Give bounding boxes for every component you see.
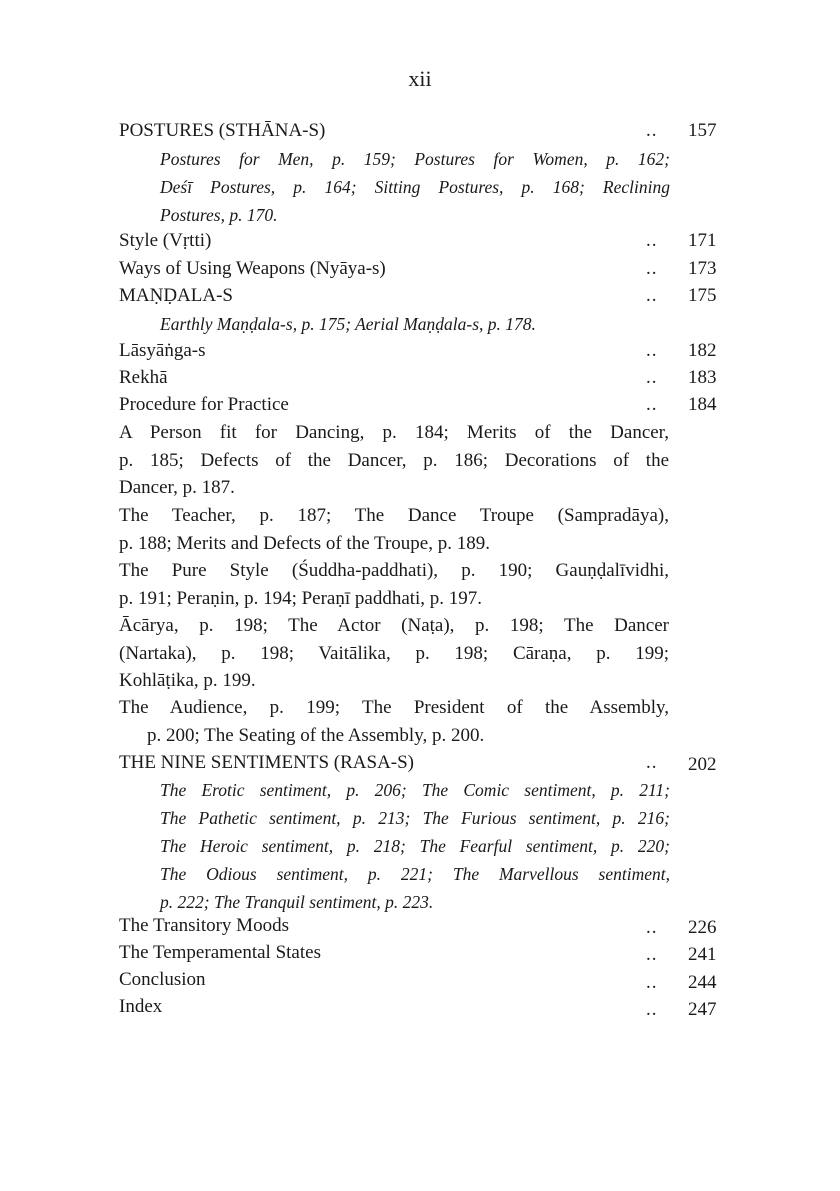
practice-paragraph — [119, 557, 669, 612]
toc-page-number: 247 — [688, 999, 717, 1020]
paragraph-line: The Pure Style (Śuddha-paddhati), p. 190; Gauṇḍalīvidhi, — [119, 560, 669, 581]
toc-page-number: 157 — [688, 120, 717, 141]
toc-entry-weapons: Ways of Using Weapons (Nyāya-s) — [119, 258, 386, 279]
paragraph-line: p. 188; Merits and Defects of the Troupe, p. 189. — [119, 532, 490, 554]
paragraph-line: (Nartaka), p. 198; Vaitālika, p. 198; Cāraṇa, p. 199; — [119, 642, 669, 664]
toc-entry-mandala: MAṆḌALA-S — [119, 285, 233, 306]
paragraph-line: p. 191; Peraṇin, p. 194; Peraṇī paddhati, p. 197. — [119, 587, 483, 609]
toc-entry-postures: POSTURES (STHĀNA-S) — [119, 120, 326, 141]
paragraph-line: Dancer, p. 187. — [119, 477, 235, 498]
toc-page-number: 244 — [688, 972, 717, 993]
toc-entry-temperamental-states: The Temperamental States — [119, 942, 321, 963]
paragraph-line: The Audience, p. 199; The President of the Assembly, — [119, 697, 669, 718]
practice-paragraph — [119, 694, 669, 749]
leader-dots: .. — [646, 367, 658, 388]
paragraph-line: p. 185; Defects of the Dancer, p. 186; Decorations of the — [119, 449, 669, 471]
subentry-line: The Pathetic sentiment, p. 213; The Furious sentiment, p. 216; — [160, 808, 670, 828]
leader-dots: .. — [646, 258, 658, 279]
subentry-line: Postures for Men, p. 159; Postures for Women, p. 162; — [160, 149, 670, 169]
toc-page-number: 182 — [688, 340, 717, 361]
paragraph-line: Kohlāṭika, p. 199. — [119, 670, 256, 691]
toc-entry-rekha: Rekhā — [119, 367, 168, 388]
toc-page-number: 183 — [688, 367, 717, 388]
toc-page-number: 175 — [688, 285, 717, 306]
paragraph-line: p. 200; The Seating of the Assembly, p. 200. — [147, 724, 485, 746]
toc-entry-transitory-moods: The Transitory Moods — [119, 915, 289, 936]
leader-dots: .. — [646, 285, 658, 306]
page-number: xii — [408, 66, 432, 91]
rasa-subentries — [160, 776, 670, 916]
leader-dots: .. — [646, 340, 658, 361]
practice-paragraph — [119, 419, 669, 502]
paragraph-line: Ācārya, p. 198; The Actor (Naṭa), p. 198; The Dancer — [119, 615, 669, 636]
toc-page-number: 171 — [688, 230, 717, 251]
subentry-line: The Odious sentiment, p. 221; The Marvellous sentiment, — [160, 864, 670, 884]
paragraph-line: The Teacher, p. 187; The Dance Troupe (Sampradāya), — [119, 505, 669, 526]
toc-entry-conclusion: Conclusion — [119, 969, 206, 990]
leader-dots: .. — [646, 944, 658, 965]
subentry-line: The Heroic sentiment, p. 218; The Fearful sentiment, p. 220; — [160, 836, 670, 856]
leader-dots: .. — [646, 972, 658, 993]
postures-subentries — [160, 145, 670, 229]
toc-page-number: 173 — [688, 258, 717, 279]
subentry-line: Earthly Maṇḍala-s, p. 175; Aerial Maṇḍala-s, p. 178. — [160, 314, 536, 334]
practice-paragraph — [119, 502, 669, 557]
leader-dots: .. — [646, 230, 658, 251]
subentry-line: p. 222; The Tranquil sentiment, p. 223. — [160, 892, 434, 912]
toc-entry-procedure: Procedure for Practice — [119, 394, 289, 415]
toc-entry-sentiments: THE NINE SENTIMENTS (RASA-S) — [119, 752, 415, 773]
leader-dots: .. — [646, 394, 658, 415]
subentry-line: The Erotic sentiment, p. 206; The Comic sentiment, p. 211; — [160, 780, 670, 800]
toc-entry-index: Index — [119, 996, 163, 1017]
toc-entry-lasyanga: Lāsyāṅga-s — [119, 340, 206, 361]
paragraph-line: A Person fit for Dancing, p. 184; Merits of the Dancer, — [119, 422, 669, 443]
toc-page-number: 202 — [688, 754, 717, 775]
toc-entry-style: Style (Vṛtti) — [119, 230, 212, 251]
toc-page-number: 184 — [688, 394, 717, 415]
leader-dots: .. — [646, 999, 658, 1020]
leader-dots: .. — [646, 752, 658, 773]
leader-dots: .. — [646, 120, 658, 141]
toc-page-number: 226 — [688, 917, 717, 938]
subentry-line: Postures, p. 170. — [160, 205, 278, 225]
leader-dots: .. — [646, 917, 658, 938]
mandala-subentries — [160, 310, 670, 338]
toc-page-number: 241 — [688, 944, 717, 965]
practice-paragraph — [119, 612, 669, 695]
subentry-line: Deśī Postures, p. 164; Sitting Postures, p. 168; Reclining — [160, 177, 670, 197]
